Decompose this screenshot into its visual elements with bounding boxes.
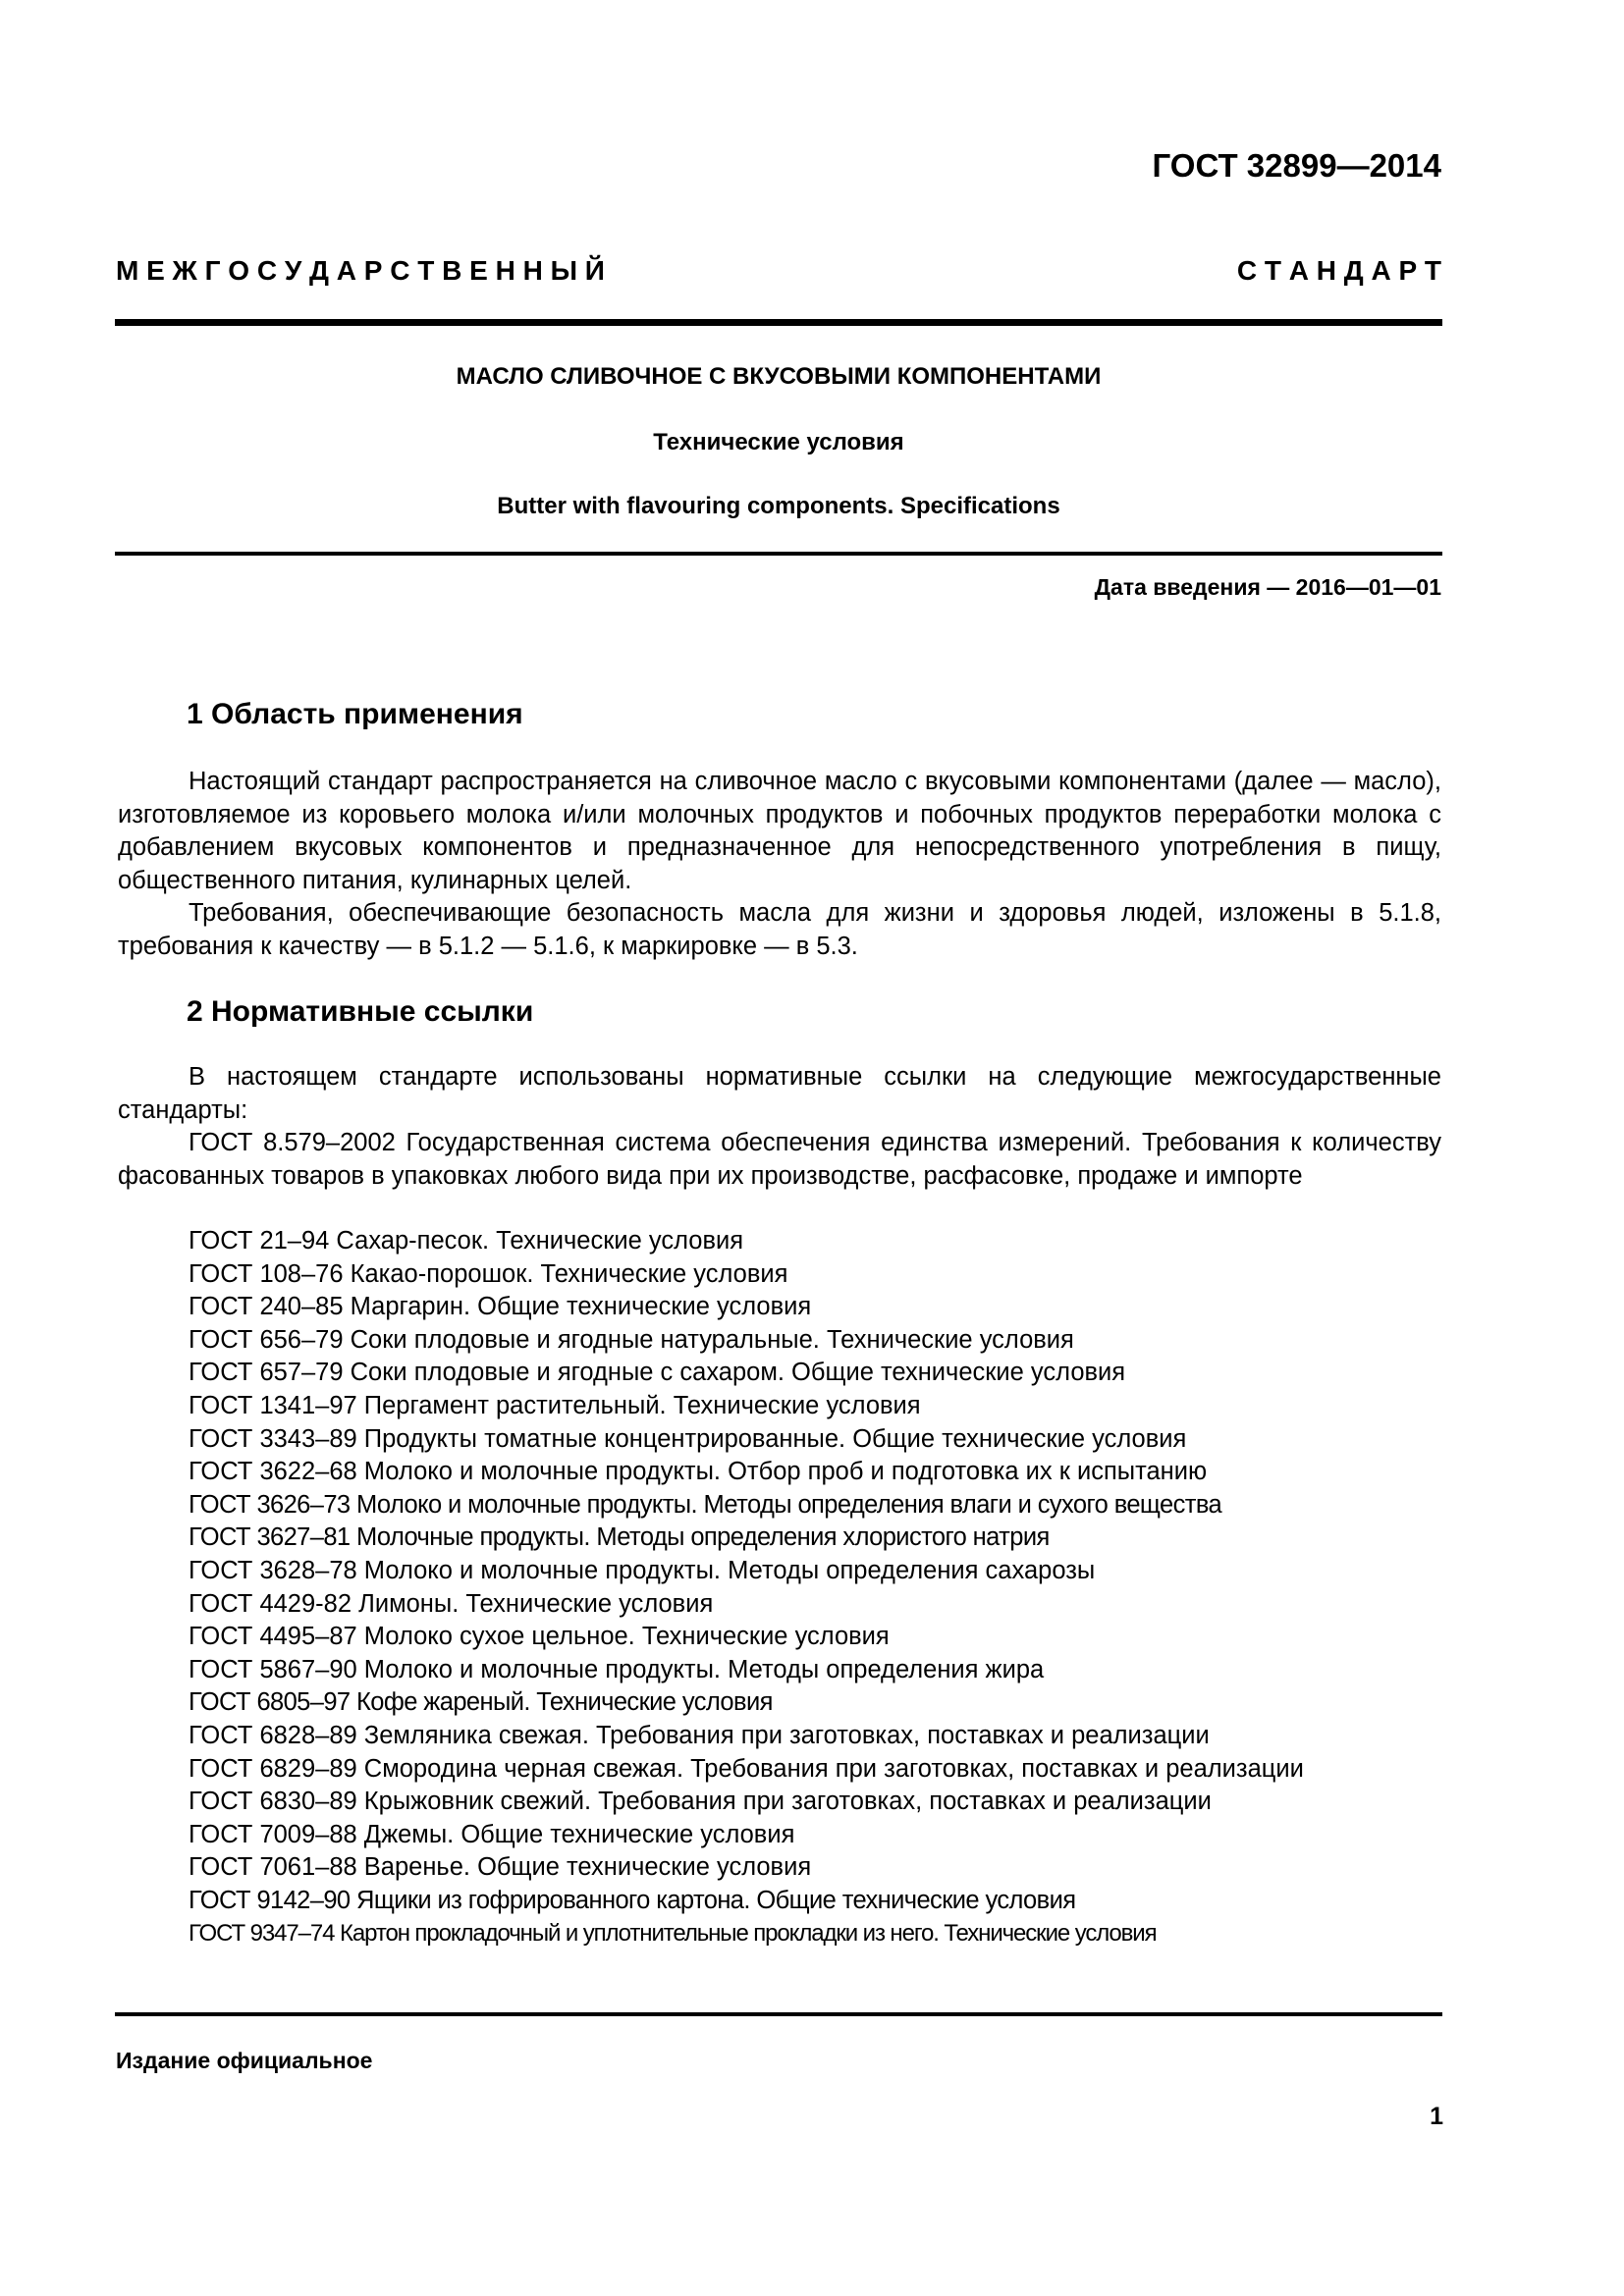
section2-heading: 2 Нормативные ссылки [187, 995, 534, 1028]
section1-heading: 1 Область применения [187, 698, 523, 730]
reference-item: ГОСТ 240–85 Маргарин. Общие технические условия [189, 1293, 812, 1321]
reference-item: ГОСТ 656–79 Соки плодовые и ягодные натуральные. Технические условия [189, 1325, 1074, 1354]
reference-item: ГОСТ 7061–88 Варенье. Общие технические условия [189, 1853, 812, 1882]
reference-item: ГОСТ 21–94 Сахар-песок. Технические условия [189, 1227, 744, 1255]
reference-item: ГОСТ 4495–87 Молоко сухое цельное. Технические условия [189, 1623, 890, 1651]
standard-type-word1: М Е Ж Г О С У Д А Р С Т В Е Н Н Ы Й [116, 255, 605, 286]
section2-paragraph: ГОСТ 8.579–2002 Государственная система обеспечения единства измерений. Требования к количеству фасованных товаров в упаковках любого вида при их производстве, расфасовке, продаже и импорте [118, 1129, 1441, 1190]
section2-body [118, 1061, 1441, 1193]
reference-item: ГОСТ 3343–89 Продукты томатные концентрированные. Общие технические условия [189, 1424, 1187, 1453]
document-title-ru: МАСЛО СЛИВОЧНОЕ С ВКУСОВЫМИ КОМПОНЕНТАМИ [456, 363, 1102, 390]
reference-item: ГОСТ 1341–97 Пергамент растительный. Технические условия [189, 1391, 921, 1419]
reference-item: ГОСТ 5867–90 Молоко и молочные продукты. Методы определения жира [189, 1655, 1045, 1683]
reference-item: ГОСТ 4429-82 Лимоны. Технические условия [189, 1589, 714, 1618]
page-number: 1 [1430, 2103, 1443, 2130]
reference-item: ГОСТ 7009–88 Джемы. Общие технические условия [189, 1820, 795, 1848]
reference-item: ГОСТ 9347–74 Картон прокладочный и уплотнительные прокладки из него. Технические условия [189, 1920, 1157, 1948]
introduction-date: Дата введения — 2016—01—01 [1094, 574, 1441, 600]
reference-item: ГОСТ 3628–78 Молоко и молочные продукты. Методы определения сахарозы [189, 1556, 1096, 1584]
official-edition-label: Издание официальное [116, 2048, 373, 2073]
reference-item: ГОСТ 3626–73 Молоко и молочные продукты. Методы определения влаги и сухого вещества [189, 1490, 1222, 1519]
section1-paragraph: Настоящий стандарт распространяется на сливочное масло с вкусовыми компонентами (далее — масло), изготовляемое из коровьего молока и/или молочных продуктов и побочных продуктов переработки молока с добавлением вкусовых компонентов и предназначенное для непосредственного употребления в пищу, общественного питания, кулинарных целей. [118, 768, 1441, 894]
reference-item: ГОСТ 9142–90 Ящики из гофрированного картона. Общие технические условия [189, 1886, 1076, 1914]
standard-type-heading [116, 255, 1441, 287]
reference-item: ГОСТ 6805–97 Кофе жареный. Технические условия [189, 1688, 773, 1717]
section1-body [118, 766, 1441, 963]
reference-item: ГОСТ 6830–89 Крыжовник свежий. Требования при заготовках, поставках и реализации [189, 1788, 1212, 1816]
gost-number: ГОСТ 32899—2014 [1152, 147, 1441, 184]
reference-item: ГОСТ 657–79 Соки плодовые и ягодные с сахаром. Общие технические условия [189, 1359, 1126, 1387]
reference-item: ГОСТ 3627–81 Молочные продукты. Методы определения хлористого натрия [189, 1523, 1050, 1552]
reference-item: ГОСТ 6828–89 Земляника свежая. Требования при заготовках, поставках и реализации [189, 1721, 1210, 1749]
reference-item: ГОСТ 108–76 Какао-порошок. Технические условия [189, 1259, 788, 1288]
document-subtitle-ru: Технические условия [653, 429, 904, 455]
document-title-en: Butter with flavouring components. Specifications [497, 493, 1060, 519]
standard-type-word2: С Т А Н Д А Р Т [1236, 255, 1441, 286]
footer-rule [115, 2012, 1442, 2016]
section2-paragraph: В настоящем стандарте использованы нормативные ссылки на следующие межгосударственные стандарты: [118, 1063, 1441, 1124]
title-rule [115, 552, 1442, 556]
section1-paragraph: Требования, обеспечивающие безопасность масла для жизни и здоровья людей, изложены в 5.1.8, требования к качеству — в 5.1.2 — 5.1.6, к маркировке — в 5.3. [118, 899, 1441, 960]
header-rule [115, 319, 1442, 326]
reference-list [189, 1225, 1304, 1950]
reference-item: ГОСТ 6829–89 Смородина черная свежая. Требования при заготовках, поставках и реализации [189, 1754, 1304, 1783]
reference-item: ГОСТ 3622–68 Молоко и молочные продукты. Отбор проб и подготовка их к испытанию [189, 1458, 1208, 1486]
